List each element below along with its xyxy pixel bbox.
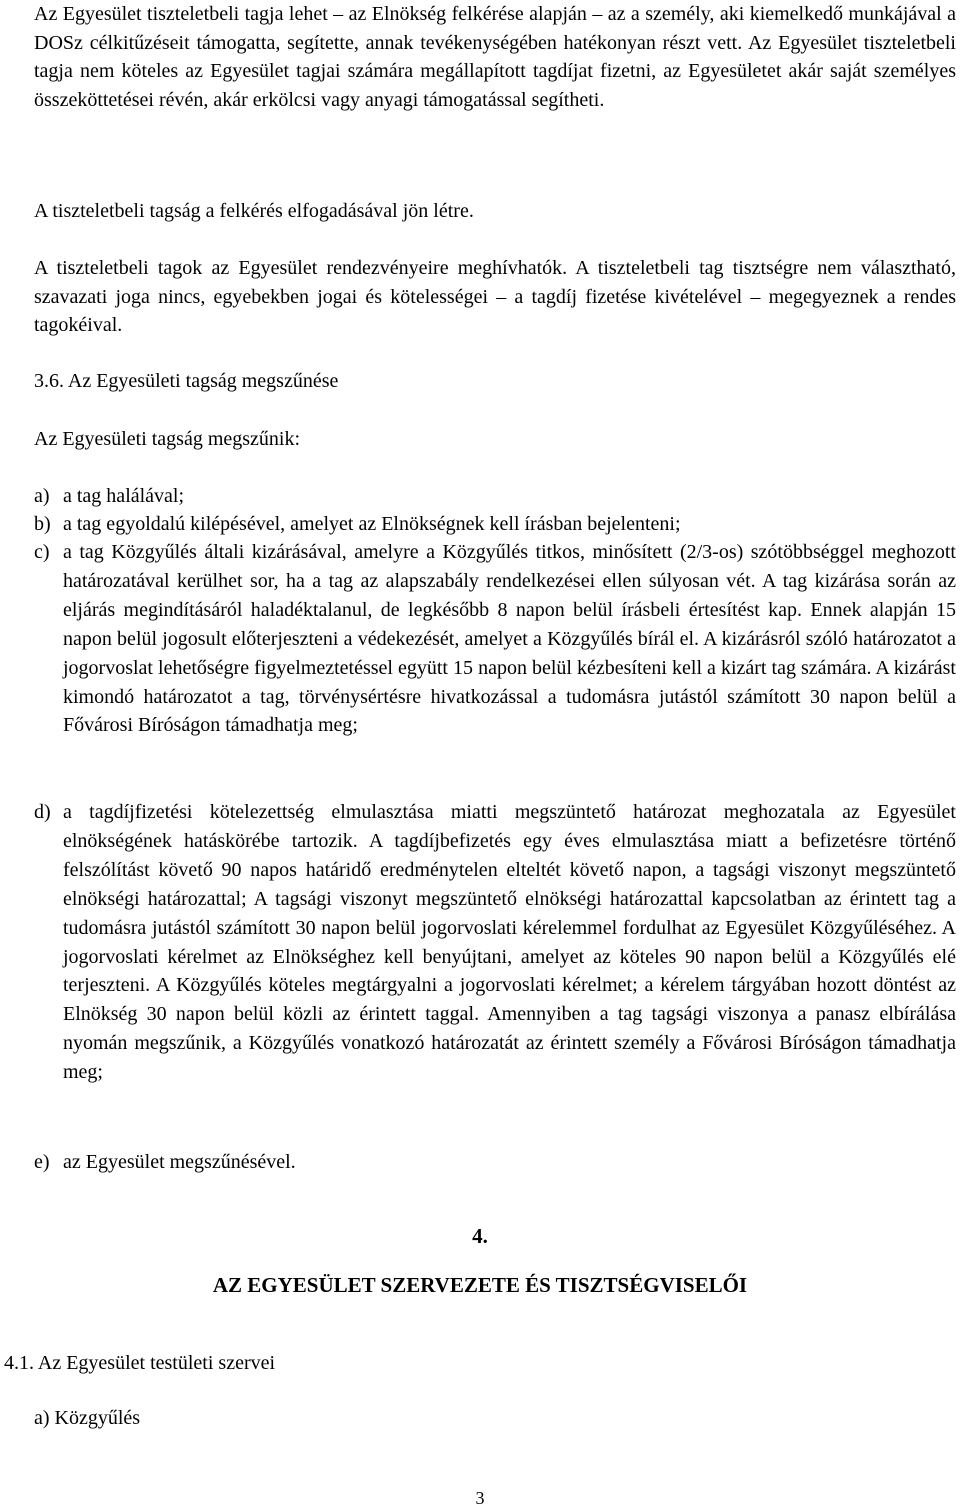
list-item-label: d) <box>34 801 51 823</box>
section-4-1-sub: a) Közgyűlés <box>34 1407 141 1429</box>
list-item-label: a) <box>34 485 50 507</box>
chapter-number: 4. <box>472 1224 488 1248</box>
list-item-text: a tag egyoldalú kilépésével, amelyet az Elnökségnek kell írásban bejelenteni; <box>63 513 681 535</box>
list-item-b <box>34 510 956 539</box>
paragraph-honorary-rights: A tiszteletbeli tagok az Egyesület rendezvényeire meghívhatók. A tiszteletbeli tag tisztségre nem választható, szavazati joga nincs, egyebekben jogai és kötelességei – a tagdíj fizetése kivételével – megegyeznek a rendes tagokéival. <box>34 257 956 337</box>
page-number: 3 <box>475 1488 485 1508</box>
list-item-label: c) <box>34 541 50 563</box>
list-item-text: a tag halálával; <box>63 485 185 507</box>
list-item-d <box>34 798 956 1087</box>
list-item-c <box>34 538 956 740</box>
list-item-e <box>34 1148 956 1177</box>
section-3-6-intro: Az Egyesületi tagság megszűnik: <box>34 428 301 450</box>
paragraph-honorary-creation: A tiszteletbeli tagság a felkérés elfogadásával jön létre. <box>34 200 474 222</box>
list-item-label: e) <box>34 1151 50 1173</box>
list-item-text: az Egyesület megszűnésével. <box>63 1151 296 1173</box>
paragraph-honorary-member: Az Egyesület tiszteletbeli tagja lehet – az Elnökség felkérése alapján – az a személy, aki kiemelkedő munkájával a DOSz célkitűzéseit támogatta, segítette, annak tevékenységében hatékonyan részt vett. Az Egyesület tiszteletbeli tagja nem köteles az Egyesület tagjai számára megállapított tagdíjat fizetni, az Egyesületet akár saját személyes összeköttetései révén, akár erkölcsi vagy anyagi támogatással segítheti. <box>34 3 956 111</box>
list-item-a <box>34 482 956 511</box>
list-item-text: a tag Közgyűlés általi kizárásával, amelyre a Közgyűlés titkos, minősített (2/3-os) szótöbbséggel meghozott határozatával kerülhet sor, ha a tag az alapszabály rendelkezései ellen súlyosan vét. A tag kizárása során az eljárás megindításáról haladéktalanul, de legkésőbb 8 napon belül írásbeli értesítést kap. Ennek alapján 15 napon belül jogosult előterjeszteni a védekezését, amelyet a Közgyűlés bírál el. A kizárásról szóló határozatot a jogorvoslat lehetőségre figyelmeztetéssel együtt 15 napon belül kézbesíteni kell a kizárt tag számára. A kizárást kimondó határozatot a tag, törvénysértésre hivatkozással a tudomásra jutástól számított 30 napon belül a Fővárosi Bíróságon támadhatja meg; <box>63 541 956 737</box>
list-item-label: b) <box>34 513 51 535</box>
chapter-title: AZ EGYESÜLET SZERVEZETE ÉS TISZTSÉGVISELŐI <box>212 1273 748 1297</box>
section-4-1-heading: 4.1. Az Egyesület testületi szervei <box>4 1352 276 1374</box>
section-3-6-heading: 3.6. Az Egyesületi tagság megszűnése <box>34 370 339 392</box>
list-item-text: a tagdíjfizetési kötelezettség elmulasztása miatti megszüntető határozat meghozatala az Egyesület elnökségének hatáskörébe tartozik. A tagdíjbefizetés egy éves elmulasztása miatt a befizetésre történő felszólítást követő 90 napos határidő eredménytelen elteltét követő napon, a tagsági viszonyt megszüntető elnökségi határozattal; A tagsági viszonyt megszüntető elnökségi határozattal kapcsolatban az érintett tag a tudomásra jutástól számított 30 napon belül jogorvoslati kérelemmel fordulhat az Egyesület Közgyűléséhez. A jogorvoslati kérelmet az Elnökséghez kell benyújtani, amelyet az köteles 90 napon belül a Közgyűlés elé terjeszteni. A Közgyűlés köteles megtárgyalni a jogorvoslati kérelmet; a kérelem tárgyában hozott döntést az Elnökség 30 napon belül közli az érintett taggal. Amennyiben a tag tagsági viszonya a panasz elbírálása nyomán megszűnik, a Közgyűlés vonatkozó határozatát az érintett személy a Fővárosi Bíróságon támadhatja meg; <box>63 801 956 1084</box>
